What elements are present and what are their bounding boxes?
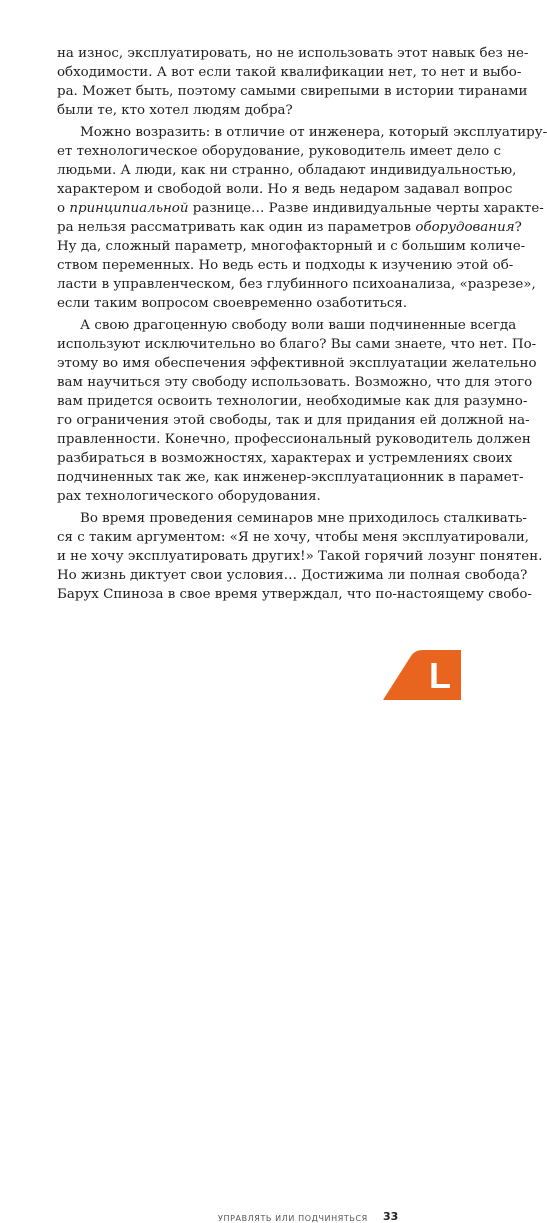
text-line: на износ, эксплуатировать, но не использовать этот навык без не- [57,46,529,61]
text-line: ся с таким аргументом: «Я не хочу, чтобы меня эксплуатировали, [57,530,530,545]
page-number: 33 [383,1210,399,1223]
text-line: вам придется освоить технологии, необходимые как для разумно- [57,394,528,409]
text-run: ? [514,220,522,235]
text-line: ра. Может быть, поэтому самыми свирепыми в истории тиранами [57,84,528,99]
text-line: правленности. Конечно, профессиональный руководитель должен [57,432,531,447]
badge-letter: L [429,655,451,696]
text-line: ством переменных. Но ведь есть и подходы к изучению этой об- [57,258,514,273]
text-line: людьми. А люди, как ни странно, обладают индивидуальностью, [57,163,517,178]
italic-term: оборудования [415,220,515,235]
text-line: Барух Спиноза в свое время утверждал, что по-настоящему свобо- [57,587,532,602]
text-line: Но жизнь диктует свои условия… Достижима ли полная свобода? [57,568,528,583]
text-line: Во время проведения семинаров мне приходилось сталкивать- [80,511,527,526]
text-line: разбираться в возможностях, характерах и устремлениях своих [57,451,513,466]
text-line: подчиненных так же, как инженер-эксплуатационник в парамет- [57,470,524,485]
text-line: ласти в управленческом, без глубинного психоанализа, «разрезе», [57,277,536,292]
text-line: обходимости. А вот если такой квалификации нет, то нет и выбо- [57,65,522,80]
italic-term: принципиальной [69,201,189,216]
text-run: ра нельзя рассматривать как один из параметров [57,220,412,235]
text-line: А свою драгоценную свободу воли ваши подчиненные всегда [80,318,517,333]
text-line: вам научиться эту свободу использовать. Возможно, что для этого [57,375,533,390]
text-line: используют исключительно во благо? Вы сами знаете, что нет. По- [57,337,537,352]
text-line: го ограничения этой свободы, так и для придания ей должной на- [57,413,530,428]
text-line: рах технологического оборудования. [57,489,321,504]
text-line: Можно возразить: в отличие от инженера, который эксплуатиру- [80,125,547,140]
text-run: о [57,201,66,216]
text-line: этому во имя обеспечения эффективной эксплуатации желательно [57,356,537,371]
publisher-logo-badge [383,638,461,700]
page-footer [0,603,461,1223]
running-head: УПРАВЛЯТЬ ИЛИ ПОДЧИНЯТЬСЯ [218,1214,368,1223]
text-run: разнице… Разве индивидуальные черты характе- [192,201,544,216]
text-line: ет технологическое оборудование, руководитель имеет дело с [57,144,501,159]
corner-badge-icon [383,638,461,700]
text-line: характером и свободой воли. Но я ведь недаром задавал вопрос [57,182,513,197]
text-line: были те, кто хотел людям добра? [57,103,293,118]
text-line: если таким вопросом своевременно озаботиться. [57,296,408,311]
text-line: и не хочу эксплуатировать других!» Такой горячий лозунг понятен. [57,549,543,564]
text-line: Ну да, сложный параметр, многофакторный и с большим количе- [57,239,526,254]
